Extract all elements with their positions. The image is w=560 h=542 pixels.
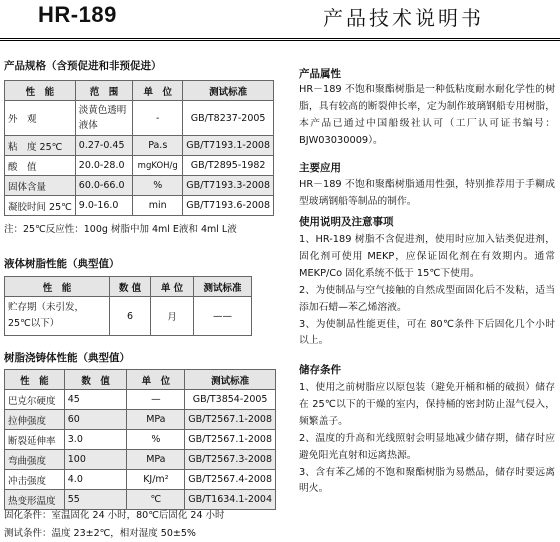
cast-cell: — — [127, 390, 185, 410]
list-item: 3、为使制品性能更佳，可在 80℃条件下后固化几个小时以上。 — [299, 318, 555, 347]
spec-cell: 酸 值 — [5, 156, 76, 176]
store-section-title: 储存条件 — [299, 364, 341, 376]
cast-cell: 巴克尔硬度 — [5, 390, 65, 410]
spec-header-cell: 单 位 — [133, 81, 183, 101]
spec-cell: GB/T7193.3-2008 — [183, 176, 274, 196]
spec-note: 注：25℃反应性：100g 树脂中加 4ml E液和 4ml L液 — [4, 224, 237, 235]
list-item: 2、为使制品与空气接触的自然成型面固化后不发粘，适当添加石蜡—苯乙烯溶液。 — [299, 284, 555, 313]
liquid-header-cell: 单 位 — [151, 277, 194, 297]
header-rule — [0, 38, 560, 39]
spec-table — [4, 80, 274, 216]
liquid-cell: 6 — [110, 297, 151, 336]
cast-header-cell: 性 能 — [5, 370, 65, 390]
app-paragraph: HR－189 不饱和聚酯树脂通用性强，特别推荐用于手糊成型玻璃钢船等制品的制作。 — [299, 179, 555, 207]
app-text — [299, 177, 555, 211]
cast-header-cell: 测试标准 — [185, 370, 276, 390]
spec-cell: GB/T7193.6-2008 — [183, 196, 274, 216]
cast-header-row — [5, 370, 276, 390]
list-item: 1、HR-189 树脂不含促进剂，使用时应加入钴类促进剂，固化剂可使用 MEKP，应保证固化剂在有效期内。通常 MEKP/Co 固化系统不低于 15℃下使用。 — [299, 234, 555, 279]
table-row — [5, 297, 252, 336]
table-row — [5, 390, 276, 410]
cast-header-cell: 数 值 — [64, 370, 127, 390]
liquid-cell: 月 — [151, 297, 194, 336]
attr-paragraph: HR－189 不饱和聚酯树脂是一种低粘度耐水耐化学性的树脂，具有较高的断裂伸长率，定为制作玻璃钢船专用树脂，本产品已通过中国船级社认可（工厂认可证书编号：BJW03030009）。 — [299, 84, 555, 146]
liquid-cell: —— — [194, 297, 252, 336]
table-row — [5, 410, 276, 430]
cast-cell: MPa — [127, 450, 185, 470]
cast-cell: 热变形温度 — [5, 490, 65, 510]
cast-cell: 弯曲强度 — [5, 450, 65, 470]
spec-cell: Pa.s — [133, 136, 183, 156]
cast-cell: 4.0 — [64, 470, 127, 490]
spec-cell: 粘 度 25℃ — [5, 136, 76, 156]
spec-cell: 固体含量 — [5, 176, 76, 196]
cast-cell: GB/T1634.1-2004 — [185, 490, 276, 510]
table-row — [5, 450, 276, 470]
liquid-header-cell: 性 能 — [5, 277, 110, 297]
table-row — [5, 101, 274, 136]
cast-cell: GB/T3854-2005 — [185, 390, 276, 410]
liquid-header-cell: 测试标准 — [194, 277, 252, 297]
cast-cell: ℃ — [127, 490, 185, 510]
cast-cell: 60 — [64, 410, 127, 430]
cast-cell: 100 — [64, 450, 127, 470]
spec-cell: 0.27-0.45 — [75, 136, 132, 156]
cast-cell: GB/T2567.4-2008 — [185, 470, 276, 490]
header-rule-2 — [0, 40, 560, 41]
table-row — [5, 156, 274, 176]
cast-cell: % — [127, 430, 185, 450]
cast-section-title: 树脂浇铸体性能（典型值） — [4, 352, 130, 364]
table-row — [5, 196, 274, 216]
spec-cell: GB/T2895-1982 — [183, 156, 274, 176]
spec-cell: 凝胶时间 25℃ — [5, 196, 76, 216]
spec-cell: 淡黄色透明液体 — [75, 101, 132, 136]
cast-cell: 55 — [64, 490, 127, 510]
spec-cell: GB/T7193.1-2008 — [183, 136, 274, 156]
table-row — [5, 470, 276, 490]
spec-cell: - — [133, 101, 183, 136]
table-row — [5, 136, 274, 156]
table-row — [5, 176, 274, 196]
test-conditions: 测试条件：温度 23±2℃，相对湿度 50±5% — [4, 528, 196, 539]
list-item: 1、使用之前树脂应以原包装（避免开桶和桶的破损）储存在 25℃以下的干燥的室内，保持桶的密封防止湿气侵入，频繁盖子。 — [299, 382, 555, 427]
store-list — [299, 380, 555, 498]
list-item: 2、温度的升高和光线照射会明显地减少储存期，储存时应避免阳光直射和远离热源。 — [299, 432, 555, 461]
product-model: HR-189 — [38, 2, 117, 27]
cast-cell: 45 — [64, 390, 127, 410]
cast-cell: GB/T2567.1-2008 — [185, 430, 276, 450]
cure-conditions: 固化条件：室温固化 24 小时，80℃后固化 24 小时 — [4, 510, 225, 521]
cast-cell: GB/T2567.3-2008 — [185, 450, 276, 470]
cast-cell: MPa — [127, 410, 185, 430]
spec-header-cell: 测试标准 — [183, 81, 274, 101]
spec-cell: GB/T8237-2005 — [183, 101, 274, 136]
spec-cell: 9.0-16.0 — [75, 196, 132, 216]
spec-header-cell: 性 能 — [5, 81, 76, 101]
attr-section-title: 产品属性 — [299, 68, 341, 80]
cast-cell: 断裂延伸率 — [5, 430, 65, 450]
cast-cell: 拉伸强度 — [5, 410, 65, 430]
spec-cell: mgKOH/g — [133, 156, 183, 176]
liquid-header-row — [5, 277, 252, 297]
liquid-cell: 贮存期（未引发，25℃以下） — [5, 297, 110, 336]
cast-table — [4, 369, 276, 510]
use-section-title: 使用说明及注意事项 — [299, 216, 394, 228]
spec-section-title: 产品规格（含预促进和非预促进） — [4, 60, 162, 72]
document-title: 产品技术说明书 — [323, 6, 484, 30]
cast-cell: 冲击强度 — [5, 470, 65, 490]
liquid-header-cell: 数 值 — [110, 277, 151, 297]
cast-cell: KJ/m² — [127, 470, 185, 490]
spec-cell: min — [133, 196, 183, 216]
spec-header-cell: 范 围 — [75, 81, 132, 101]
liquid-section-title: 液体树脂性能（典型值） — [4, 258, 120, 270]
spec-cell: 外 观 — [5, 101, 76, 136]
cast-header-cell: 单 位 — [127, 370, 185, 390]
table-row — [5, 430, 276, 450]
use-list — [299, 232, 555, 350]
attr-text — [299, 82, 555, 150]
spec-header-row — [5, 81, 274, 101]
list-item: 3、含有苯乙烯的不饱和聚酯树脂为易燃品，储存时要远离明火。 — [299, 466, 555, 495]
spec-cell: 20.0-28.0 — [75, 156, 132, 176]
cast-cell: 3.0 — [64, 430, 127, 450]
cast-cell: GB/T2567.1-2008 — [185, 410, 276, 430]
app-section-title: 主要应用 — [299, 162, 341, 174]
spec-cell: % — [133, 176, 183, 196]
liquid-table — [4, 276, 252, 336]
spec-cell: 60.0-66.0 — [75, 176, 132, 196]
